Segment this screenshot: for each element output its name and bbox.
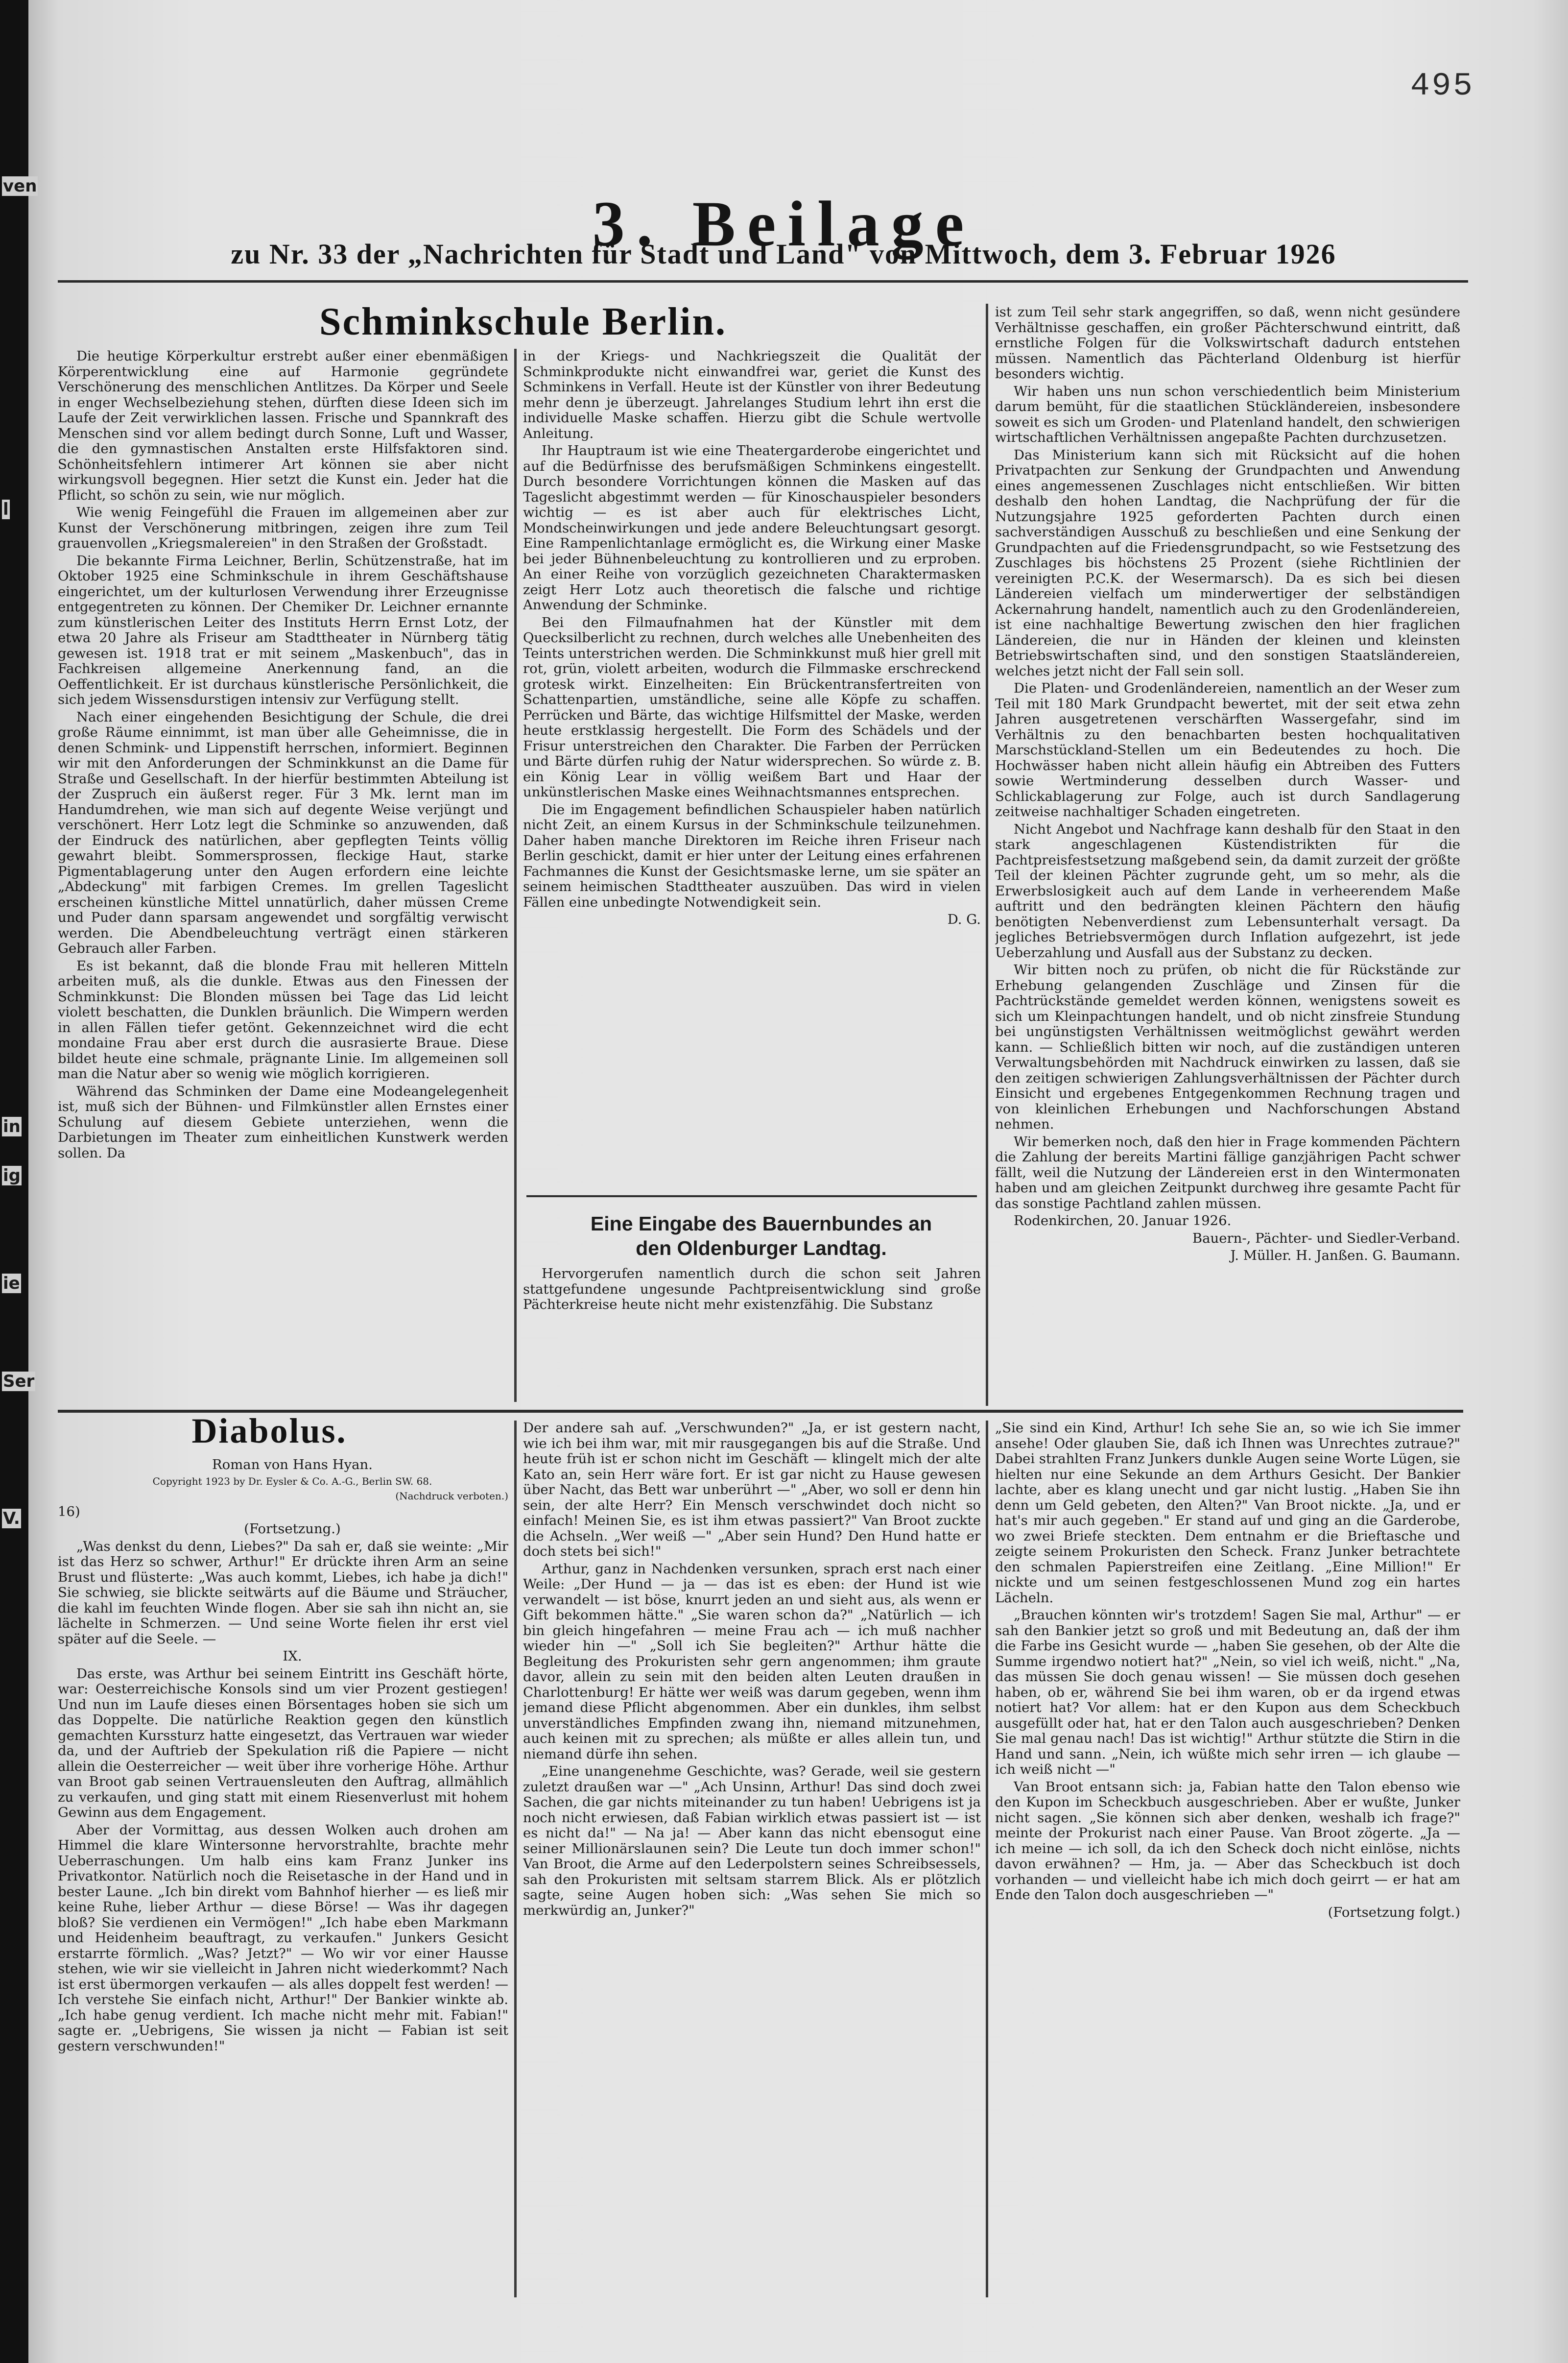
margin-fragment: Ser (3, 1372, 35, 1391)
chapter-number: IX. (283, 1648, 302, 1664)
header-rule (58, 280, 1468, 283)
article-column-3: ist zum Teil sehr stark angegriffen, so daß, wenn nicht gesündere Verhältnisse geschaffen, ein großer Pächterschwund eintritt, daß ernstliche Folgen für die Volkswirtschaft dadurch entstehen müssen. Namentlich das Pächterland Oldenburg ist hierfür besonders wichtig. Wir haben uns nun schon verschiedentlich beim Ministerium darum bemüht, für die staatlichen Stückländereien, insbesondere soweit es sich um Groden- und Platenland handelt, den schwierigen wirtschaftlichen Verhältnissen angepaßte Pachten durchzusetzen. Das Ministerium kann sich mit Rücksicht auf die hohen Privatpachten zur Senkung der Grundpachten und Anwendung eines angemessenen Zuschlages nicht entschließen. Wir bitten deshalb den hohen Landtag, die Nachprüfung der für die Nutzungsjahre 1925 geforderten Pachten durch einen sachverständigen Ausschuß zu beschließen und eine Senkung der Grundpachten auf die Friedensgrundpacht, so wie Festsetzung des Zuschlages bis höchstens 25 Prozent (siehe Richtlinien der vereinigten P.C.K. der Wesermarsch). Da es sich bei diesen Ländereien vielfach um minderwertiger der selbständigen Ackernahrung handelt, namentlich auch zu den Grodenländereien, ist eine nachhaltige Bewertung zwischen den hier fraglichen Ländereien, die nur in Händen der kleinen und kleinsten Betriebswirtschaften sind, und den sonstigen Staatsländereien, welches jetzt nicht der Fall sein soll. Die Platen- und Grodenländereien, namentlich an der Weser zum Teil mit 180 Mark Grundpacht bewertet, mit der seit etwa zehn Jahren ausgetretenen verschärften Wassergefahr, sind im Verhältnis zu den benachbarten besten hochqualitativen Marschstückland-Stellen um ein Bedeutendes zu hoch. Die Hochwässer haben nicht allein häufig ein Abtreiben des Futters sowie Wertminderung desselben durch Wasser- und Schlickablagerung zur Folge, auch ist durch Sandlagerung zeitweise nachhaltiger Schaden eingetreten. Nicht Angebot und Nachfrage kann deshalb für den Staat in den stark angeschlagenen Küstendistrikten für die Pachtpreisfestsetzung maßgebend sein, da damit zurzeit der größte Teil der kleinen Pächter zugrunde geht, um so mehr, als die Erwerbslosigkeit auch auf dem Lande in verheerendem Maße auftritt und den bedrängten kleinen Pächtern den häufig benötigten Nebenverdienst zum Lebensunterhalt versagt. Da jegliches Betriebsvermögen durch Inflation aufgezehrt, ist jede Ueberzahlung und Ausfall aus der Substanz zu decken. Wir bitten noch zu prüfen, ob nicht die für Rückstände zur Erhebung gelangenden Zuschläge und Zinsen für die Pachtrückstände gemeldet werden können, wenigstens soweit es sich um Kleinpachtungen handelt, und ob nicht zinsfreie Stundung bei ungünstigsten Verhältnissen weitmöglichst gewährt werden kann. — Schließlich bitten wir noch, auf die zuständigen unteren Verwaltungsbehörden mit Nachdruck einwirken zu lassen, daß sie den zeitigen schwierigen Zahlungsverhältnissen der Pächter durch Einsicht und ergebenes Entgegenkommen Rechnung tragen und von kleinlichen Erhebungen und Nachforschungen Abstand nehmen. Wir bemerken noch, daß den hier in Frage kommenden Pächtern die Zahlung der bereits Martini fällige ganzjährigen Pacht schwer fällt, weil die Nutzung der Ländereien erst in den Wintermonaten haben und am gleichen Zeitpunkt durchweg ihre gesamte Pacht für das sonstige Pachtland zahlen müssen. Rodenkirchen, 20. Januar 1926. Bauern-, Pächter- und Siedler-Verband. J. Müller. H. Janßen. G. Baumann. (995, 305, 1460, 1263)
section-rule (526, 1195, 977, 1197)
margin-fragment: V. (3, 1509, 20, 1528)
column-divider (514, 349, 517, 1402)
page-number: 495 (1410, 68, 1474, 104)
issue-line: zu Nr. 33 der „Nachrichten für Stadt und Land" von Mittwoch, dem 3. Februar 1926 (231, 238, 1336, 270)
margin-fragment: in (3, 1117, 21, 1136)
margin-fragment: ven (3, 176, 37, 196)
novel-column-3: „Sie sind ein Kind, Arthur! Ich sehe Sie an, so wie ich Sie immer ansehe! Oder glauben Sie, daß ich Ihnen was Unrechtes zutraue?" Dabei strahlten Franz Junkers dunkle Augen seine Worte Lügen, sie hielten nur eine Sekunde an dem Arthurs Gesicht. Der Bankier lachte, aber es klang unecht und gar nicht lustig. „Haben Sie ihn denn um Geld gebeten, den Alten?" Van Broot nickte. „Ja, und er hat's mir auch gegeben." Er stand auf und ging an die Garderobe, wo zwei Briefe steckten. Dem entnahm er die Brieftasche und zeigte seinem Prokuristen den Scheck. Franz Junker betrachtete den schmalen Papierstreifen eine Zeitlang. „Eine Million!" Er nickte und um seinen festgeschlossenen Mund zog ein hartes Lächeln. „Brauchen könnten wir's trotzdem! Sagen Sie mal, Arthur" — er sah den Bankier jetzt so groß und mit Bedeutung an, daß der ihm die Farbe ins Gesicht wurde — „haben Sie gesehen, ob der Alte die Summe irgendwo notiert hat?" „Nein, so viel ich weiß, nicht." „Na, das müssen Sie doch genau wissen! — Sie müssen doch gesehen haben, ob er, während Sie bei ihm waren, ob er da irgend etwas notiert hat? Vor allem: hat er den Kupon aus dem Scheckbuch ausgefüllt oder hat, hat er den Talon auch ausgeschrieben? Denken Sie mal genau nach! Das ist wichtig!" Arthur stützte die Stirn in die Hand und sann. „Nein, ich wüßte mich sehr irren — ich glaube — ich weiß nicht —" Van Broot entsann sich: ja, Fabian hatte den Talon ebenso wie den Kupon im Scheckbuch ausgeschrieben. Aber er wußte, Junker nicht sagen. „Sie können sich aber denken, weshalb ich frage?" meinte der Prokurist nach einer Pause. Van Broot zögerte. „Ja — ich meine — ich soll, da ich den Scheck doch nicht einlöse, nichts davon erwähnen? — Hm, ja. — Aber das Scheckbuch ist doch vorhanden — und vielleicht habe ich mich doch geirrt — er hat am Ende den Talon doch ausgeschrieben —" (Fortsetzung folgt.) (995, 1421, 1460, 1920)
margin-fragment: l (3, 500, 9, 519)
column-divider (986, 304, 988, 1406)
column-divider (986, 1421, 988, 2297)
installment-number: 16) (58, 1503, 80, 1519)
to-be-continued: (Fortsetzung folgt.) (1328, 1904, 1460, 1920)
copyright-line: Copyright 1923 by Dr. Eysler & Co. A.-G., Berlin SW. 68. (152, 1475, 432, 1487)
article-headline-schminkschule: Schminkschule Berlin. (319, 300, 727, 343)
margin-fragment: ie (3, 1274, 20, 1293)
novel-title: Diabolus. (191, 1411, 347, 1450)
article-column-1: Die heutige Körperkultur erstrebt außer einer ebenmäßigen Körperentwicklung eine auf Harmonie gegründete Verschönerung des menschlichen Antlitzes. Da Körper und Seele in enger Wechselbeziehung stehen, dürften diese Ideen sich im Laufe der Zeit verwirklichen lassen. Frische und Spannkraft des Menschen sind vor allem bedingt durch Sonne, Luft und Wasser, die den gymnastischen Anstalten erste Hilfsfaktoren sind. Schönheitsfehlern intimerer Art können sie aber nicht wirkungsvoll begegnen. Hier setzt die Kunst ein. Jeder hat die Pflicht, so schön zu sein, wie nur möglich. Wie wenig Feingefühl die Frauen im allgemeinen aber zur Kunst der Verschönerung mitbringen, zeigen ihre zum Teil grauenvollen „Kriegsmalereien" in den Straßen der Großstadt. Die bekannte Firma Leichner, Berlin, Schützenstraße, hat im Oktober 1925 eine Schminkschule in ihrem Geschäftshause eingerichtet, um der kulturlosen Verwendung ihrer Erzeugnisse entgegentreten zu können. Der Chemiker Dr. Leichner ernannte zum künstlerischen Leiter des Instituts Herrn Ernst Lotz, der etwa 20 Jahre als Friseur am Stadttheater in Nürnberg tätig gewesen ist. 1918 trat er mit seinem „Maskenbuch", das in Fachkreisen allgemeine Anerkennung fand, an die Oeffentlichkeit. Er ist durchaus künstlerische Persönlichkeit, die sich jedem Wissensdurstigen intensiv zur Verfügung stellt. Nach einer eingehenden Besichtigung der Schule, die drei große Räume einnimmt, ist man über alle Geheimnisse, die in denen Schmink- und Lippenstift herrschen, informiert. Beginnen wir mit den Anforderungen der Schminkkunst an die Dame für Straße und Gesellschaft. In der hierfür bestimmten Abteilung ist der Zuspruch ein äußerst reger. Für 3 Mk. lernt man im Handumdrehen, wie man sich auf degente Weise verjüngt und verschönert. Herr Lotz legt die Schminke so anzuwenden, daß der Eindruck des natürlichen, aber gepflegten Teints völlig gewahrt bleibt. Sommersprossen, fleckige Haut, starke Pigmentablagerung unter den Augen erfordern eine leichte „Abdeckung" mit farbigen Cremes. Im grellen Tageslicht erscheinen künstliche Mittel unnatürlich, daher müssen Creme und Puder dann sparsam angewendet und sorgfältig verwischt werden. Die Abendbeleuchtung verträgt einen stärkeren Gebrauch aller Farben. Es ist bekannt, daß die blonde Frau mit helleren Mitteln arbeiten muß, als die dunkle. Etwas aus den Finessen der Schminkkunst: Die Blonden müssen bei Tage das Lid leicht violett beschatten, die Dunklen bräunlich. Die Wimpern werden in allen Fällen tiefer getönt. Gekennzeichnet wird die echt mondaine Frau aber erst durch die ausrasierte Braue. Diese bildet heute eine schmale, prägnante Linie. Im allgemeinen soll man die Natur aber so wenig wie möglich korrigieren. Während das Schminken der Dame eine Modeangelegenheit ist, muß sich der Bühnen- und Filmkünstler allen Ernstes einer Schulung auf diesem Gebiete unterziehen, wenn die Darbietungen im Theater zum einheitlichen Kunstwerk werden sollen. Da (58, 349, 508, 1161)
column-divider (514, 1421, 517, 2297)
author-initials: D. G. (947, 912, 981, 927)
article-headline-eingabe: Eine Eingabe des Bauernbundes an (590, 1212, 932, 1235)
supplement-title: 3. Beilage (592, 188, 976, 260)
novel-column-1: Roman von Hans Hyan. Copyright 1923 by Dr. Eysler & Co. A.-G., Berlin SW. 68. (Nachdruck verboten.) 16) (Fortsetzung.) „Was denkst du denn, Liebes?" Da sah er, daß sie weinte: „Mir ist das Herz so schwer, Arthur!" Er drückte ihren Arm an seine Brust und flüsterte: „Was auch kommt, Liebes, ich habe ja dich!" Sie schwieg, sie blickte seitwärts auf die Bäume und Sträucher, die kahl im feuchten Winde flogen. Aber sie sah ihn nicht an, sie lächelte in Schmerzen. — Und seine Worte fielen ihr erst viel später auf die Seele. — IX. Das erste, was Arthur bei seinem Eintritt ins Geschäft hörte, war: Oesterreichische Konsols sind um vier Prozent gestiegen! Und nun im Laufe dieses einen Börsentages hoben sie sich um das Doppelte. Die natürliche Reaktion gegen den künstlich gemachten Kurssturz hatte eingesetzt, das Vertrauen war wieder da, und der Auftrieb der Spekulation riß die Papiere — nicht allein die Oesterreicher — weit über ihre vorherige Höhe. Arthur van Broot gab seinen Vertrauensleuten den Auftrag, allmählich zu verkaufen, und ging statt mit einem Riesenverlust mit hohem Gewinn aus dem Engagement. Aber der Vormittag, aus dessen Wolken auch drohen am Himmel die klare Wintersonne hervorstrahlte, brachte mehr Ueberraschungen. Um halb eins kam Franz Junker ins Privatkontor. Natürlich noch die Reisetasche in der Hand und in bester Laune. „Ich bin direkt vom Bahnhof hierher — es ließ mir keine Ruhe, lieber Arthur — diese Börse! — Was ihr dagegen bloß? Sie verdienen ein Vermögen!" „Ich habe eben Markmann und Heidenheim beauftragt, zu verkaufen." Junkers Gesicht erstarrte förmlich. „Was? Jetzt?" — Wo wir vor einer Hausse stehen, wie wir sie vielleicht in Jahren nicht wiederkommt? Nach ist erst übermorgen verkaufen — als alles doppelt fest werden! — Ich verstehe Sie einfach nicht, Arthur!" Der Bankier winkte ab. „Ich habe genug verdient. Ich mache nicht mehr mit. Fabian!" sagte er. „Uebrigens, Sie wissen ja nicht — Fabian ist seit gestern verschwunden!" (58, 1457, 508, 2054)
novel-column-2: Der andere sah auf. „Verschwunden?" „Ja, er ist gestern nacht, wie ich bei ihm war, mit mir rausgegangen bis auf die Straße. Und heute früh ist er schon nicht im Geschäft — klingelt mich der alte Kato an, sein Herr wäre fort. Er ist gar nicht zu Hause gewesen über Nacht, das Bett war unberührt —" „Aber, wo soll er denn hin sein, der alte Herr? Ein Mensch verschwindet doch nicht so einfach! Meinen Sie, es ist ihm etwas passiert?" Van Broot zuckte die Achseln. „Wer weiß —" „Aber sein Hund? Den Hund hatte er doch stets bei sich!" Arthur, ganz in Nachdenken versunken, sprach erst nach einer Weile: „Der Hund — ja — das ist es eben: der Hund ist wie verwandelt — ist böse, knurrt jeden an und sieht aus, als wenn er Gift bekommen hätte." „Sie waren schon da?" „Natürlich — ich bin gleich hingefahren — meine Frau ach — ich muß nachher wieder hin —" „Soll ich Sie begleiten?" Arthur hätte die Begleitung des Prokuristen sehr gern angenommen; ihm graute davor, allein zu sein mit den beiden alten Leuten draußen in Charlottenburg! Er hätte wer weiß was darum gegeben, wenn ihm jemand diese Pflicht abgenommen. Aber ein dunkles, ihm selbst unverständliches Empfinden zwang ihn, niemand mitzunehmen, auch keinen mit zu sprechen; als müßte er alles allein tun, und niemand dürfe ihn sehen. „Eine unangenehme Geschichte, was? Gerade, weil sie gestern zuletzt draußen war —" „Ach Unsinn, Arthur! Das sind doch zwei Sachen, die gar nichts miteinander zu tun haben! Uebrigens ist ja noch nicht erwiesen, daß Fabian wirklich etwas passiert ist — ist es nicht da!" — Na ja! — Aber kann das nicht ebensogut eine seiner Millionärslaunen sein? Die Leute tun doch immer schon!" Van Broot, die Arme auf den Lederpolstern seines Schreibsessels, sah den Prokuristen mit seltsam starrem Blick. Als er plötzlich sagte, seine Augen hoben sich: „Was sehen Sie mich so merkwürdig an, Junker?" (523, 1421, 981, 1918)
article-eingabe-head: Eine Eingabe des Bauernbundes an den Oldenburger Landtag. Hervorgerufen namentlich durch die schon seit Jahren stattgefundene ungesunde Pachtpreisentwicklung sind große Pächterkreise heute nicht mehr existenzfähig. Die Substanz (523, 1212, 981, 1312)
margin-fragment: ig (3, 1166, 21, 1185)
article-column-2: in der Kriegs- und Nachkriegszeit die Qualität der Schminkprodukte nicht einwandfrei war, geriet die Kunst des Schminkens in Verfall. Heute ist der Künstler von ihrer Bedeutung mehr denn je überzeugt. Jahrelanges Studium lehrt ihn erst die individuelle Maske schaffen. Hierzu gibt die Schule wertvolle Anleitung. Ihr Hauptraum ist wie eine Theatergarderobe eingerichtet und auf die Bedürfnisse des berufsmäßigen Schminkens eingestellt. Durch besondere Vorrichtungen können die Masken auf das Tageslicht abgestimmt werden — für Kinoschauspieler besonders wichtig — es ist aber auch für elektrisches Licht, Mondscheinwirkungen und jede andere Beleuchtungsart gesorgt. Eine Rampenlichtanlage ermöglicht es, die Wirkung einer Maske bei jeder Bühnenbeleuchtung zu kontrollieren und zu erproben. An einer Reihe von vorzüglich gezeichneten Charaktermasken zeigt Herr Lotz auch theoretisch die falsche und richtige Anwendung der Schminke. Bei den Filmaufnahmen hat der Künstler mit dem Quecksilberlicht zu rechnen, durch welches alle Unebenheiten des Teints unterstrichen werden. Die Schminkkunst muß hier grell mit rot, grün, violett arbeiten, wodurch die Filmmaske erschreckend grotesk wirkt. Einzelheiten: Ein Brückentransfertreiten von Schattenpartien, umständliche, seine alle Köpfe zu schaffen. Perrücken und Bärte, das wichtige Hilfsmittel der Maske, werden heute erstklassig hergestellt. Die Form des Schädels und der Frisur unterstreichen den Charakter. Die Farben der Perrücken und Bärte dürfen ruhig der Natur widersprechen. So würde z. B. ein König Lear in völlig weißem Bart und Haar der unkünstlerischen Maske eines Weihnachtsmannes entsprechen. Die im Engagement befindlichen Schauspieler haben natürlich nicht Zeit, an einem Kursus in der Schminkschule teilzunehmen. Daher haben manche Direktoren im Reiche ihren Friseur nach Berlin geschickt, damit er hier unter der Leitung eines erfahrenen Fachmannes die Kunst der Gesichtsmaske lerne, um sie später an seinem heimischen Stadttheater auszuüben. Das wird in vielen Fällen eine unbedingte Notwendigkeit sein. D. G. (523, 349, 981, 927)
